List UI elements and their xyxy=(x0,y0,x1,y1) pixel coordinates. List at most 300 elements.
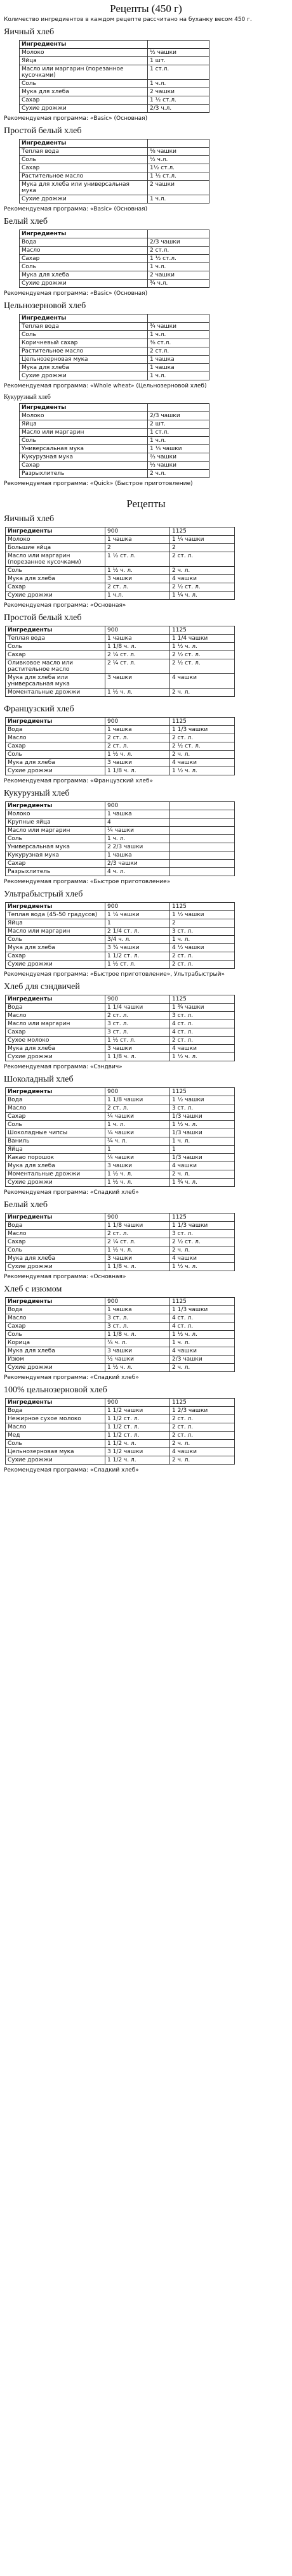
table-row xyxy=(6,1004,235,1012)
ingredient-cell: Сухие дрожжи xyxy=(6,1179,105,1187)
table-row xyxy=(20,331,209,339)
table-row xyxy=(6,1154,235,1162)
ingredient-cell: Масло xyxy=(20,247,148,255)
amount-cell xyxy=(148,41,209,49)
amount-cell: ¾ чашки xyxy=(148,323,209,331)
ingredient-cell: Сухие дрожжи xyxy=(6,1053,105,1061)
table-row xyxy=(6,1255,235,1263)
table-row xyxy=(6,1104,235,1113)
amount-cell: 1 ч.л. xyxy=(148,263,209,271)
amount-cell: 2 чашки xyxy=(148,88,209,96)
ingredient-cell: Сухие дрожжи xyxy=(6,767,105,775)
ingredient-cell: Сахар xyxy=(6,1113,105,1121)
ingredient-cell: Мука для хлеба xyxy=(20,88,148,96)
ingredient-cell: Большие яйца xyxy=(6,544,105,552)
table-row xyxy=(6,1339,235,1347)
table-row xyxy=(6,1170,235,1179)
table-row xyxy=(20,195,209,204)
amount-cell xyxy=(148,139,209,148)
ingredient-cell: Соль xyxy=(20,331,148,339)
recommended-program: Рекомендуемая программа: «Quick» (Быстрое приготовление) xyxy=(4,481,193,487)
ingredient-cell: Вода xyxy=(6,726,105,734)
table-row xyxy=(6,1053,235,1061)
recommended-program: Рекомендуемая программа: «Сладкий хлеб» xyxy=(4,1189,139,1196)
ingredients-table xyxy=(5,527,235,600)
table-row xyxy=(20,437,209,445)
ingredient-cell: Молоко xyxy=(20,412,148,420)
table-row xyxy=(20,88,209,96)
amount-cell: 2 ¼ ст. л. xyxy=(105,659,170,674)
amount-cell: 1125 xyxy=(170,626,235,635)
ingredient-cell: Масло или маргарин (порезанное кусочками) xyxy=(6,552,105,567)
amount-cell: ⅜ ст.л. xyxy=(148,339,209,347)
table-row xyxy=(6,936,235,944)
ingredient-cell: Мука для хлеба или универсальная мука xyxy=(6,674,105,689)
ingredient-cell: Ингредиенты xyxy=(6,802,105,810)
amount-cell: 1/3 чашки xyxy=(170,1154,235,1162)
amount-cell: 1 ½ ч. л. xyxy=(170,1121,235,1129)
amount-cell: 3 ст. л. xyxy=(170,928,235,936)
table-row xyxy=(6,1448,235,1456)
table-row xyxy=(6,961,235,969)
amount-cell: 2 чашки xyxy=(148,271,209,280)
table-row xyxy=(6,868,235,876)
amount-cell: 3 ст. л. xyxy=(105,1314,170,1323)
amount-cell: 2 шт. xyxy=(148,420,209,429)
amount-cell: 3 чашки xyxy=(105,759,170,767)
ingredient-cell: Ингредиенты xyxy=(6,527,105,536)
amount-cell: 1125 xyxy=(170,527,235,536)
ingredient-cell: Нежирное сухое молоко xyxy=(6,1415,105,1423)
table-row xyxy=(20,429,209,437)
ingredient-cell: Ингредиенты xyxy=(20,230,148,238)
ingredient-cell: Соль xyxy=(20,263,148,271)
table-row xyxy=(20,412,209,420)
ingredients-table xyxy=(19,230,209,288)
intro-text: Количество ингредиентов в каждом рецепте рассчитано на буханку весом 450 г. xyxy=(4,16,252,23)
amount-cell: 2 ч.л. xyxy=(148,470,209,478)
recommended-program: Рекомендуемая программа: «Сладкий хлеб» xyxy=(4,1375,139,1381)
amount-cell: 1 xyxy=(170,1146,235,1154)
amount-cell: 1 1/8 чашки xyxy=(105,1096,170,1104)
table-row xyxy=(20,164,209,172)
amount-cell: 1 ½ ч. л. xyxy=(170,643,235,651)
ingredient-cell: Яйца xyxy=(6,919,105,928)
table-row xyxy=(6,1012,235,1020)
ingredient-cell: Масло xyxy=(6,1230,105,1238)
amount-cell: 1 ½ ст.л. xyxy=(148,96,209,105)
ingredient-cell: Сухие дрожжи xyxy=(6,961,105,969)
ingredients-table xyxy=(19,403,209,478)
table-row xyxy=(6,1121,235,1129)
ingredients-table xyxy=(5,995,235,1061)
amount-cell: 3 ст. л. xyxy=(105,1020,170,1028)
ingredient-cell: Мука для хлеба xyxy=(6,1162,105,1170)
recommended-program: Рекомендуемая программа: «Basic» (Основная) xyxy=(4,115,148,122)
ingredient-cell: Моментальные дрожжи xyxy=(6,1170,105,1179)
table-row xyxy=(6,734,235,742)
amount-cell: 1 xyxy=(105,1146,170,1154)
table-header-row xyxy=(20,139,209,148)
table-row xyxy=(6,759,235,767)
ingredient-cell: Соль xyxy=(20,156,148,164)
amount-cell: 1/3 чашки xyxy=(170,1129,235,1137)
amount-cell: 900 xyxy=(105,1214,170,1222)
ingredient-cell: Масло или маргарин xyxy=(6,827,105,835)
table-header-row xyxy=(6,1298,235,1306)
amount-cell: 1 1/2 ст. л. xyxy=(105,952,170,961)
amount-cell: 1125 xyxy=(170,995,235,1004)
ingredient-cell: Соль xyxy=(6,1331,105,1339)
amount-cell: 1125 xyxy=(170,1298,235,1306)
recommended-program: Рекомендуемая программа: «Быстрое приготовление» xyxy=(4,879,171,885)
table-row xyxy=(20,462,209,470)
amount-cell: 1 ст.л. xyxy=(148,429,209,437)
recipe-title: Цельнозерновой хлеб xyxy=(4,301,86,311)
recipes-list xyxy=(0,514,292,1474)
ingredient-cell: Моментальные дрожжи xyxy=(6,689,105,697)
amount-cell: 1 ½ ч. л. xyxy=(170,1263,235,1271)
amount-cell: 2 ст. л. xyxy=(170,552,235,567)
recipe-title: Кукурузный хлеб xyxy=(4,394,51,401)
ingredient-cell: Сухие дрожжи xyxy=(6,1456,105,1465)
ingredient-cell: Универсальная мука xyxy=(6,843,105,851)
amount-cell: 2 ½ ст. л. xyxy=(170,659,235,674)
amount-cell: 1 ½ ст. л. xyxy=(105,961,170,969)
table-row xyxy=(6,635,235,643)
recommended-program: Рекомендуемая программа: «Basic» (Основная) xyxy=(4,206,148,212)
amount-cell: 1 ½ ч. л. xyxy=(170,767,235,775)
recommended-program: Рекомендуемая программа: «Французский хлеб» xyxy=(4,778,154,784)
amount-cell: 1 чашка xyxy=(105,1306,170,1314)
amount-cell: 1 ½ ч. л. xyxy=(105,689,170,697)
table-row xyxy=(20,96,209,105)
amount-cell: 3 ст. л. xyxy=(170,1012,235,1020)
amount-cell: 1 1/2 чашки xyxy=(105,1407,170,1415)
table-row xyxy=(20,148,209,156)
amount-cell: 2 ст. л. xyxy=(170,952,235,961)
table-row xyxy=(6,552,235,567)
table-row xyxy=(6,827,235,835)
amount-cell: 1 ч. л. xyxy=(105,1121,170,1129)
ingredients-table xyxy=(19,314,209,380)
amount-cell: 3 ст. л. xyxy=(170,1104,235,1113)
amount-cell: 4 ст. л. xyxy=(170,1028,235,1037)
amount-cell: 1125 xyxy=(170,1214,235,1222)
ingredient-cell: Сахар xyxy=(6,860,105,868)
amount-cell xyxy=(170,827,235,835)
section-title: Рецепты xyxy=(126,498,166,510)
ingredient-cell: Сухие дрожжи xyxy=(20,195,148,204)
ingredients-table xyxy=(5,717,235,775)
amount-cell: 1 ¾ ч. л. xyxy=(170,1179,235,1187)
amount-cell xyxy=(170,802,235,810)
amount-cell: 3 ст. л. xyxy=(170,1230,235,1238)
amount-cell: 900 xyxy=(105,718,170,726)
amount-cell: 2 xyxy=(105,544,170,552)
amount-cell: 3 ст. л. xyxy=(105,1028,170,1037)
amount-cell: 1 чашка xyxy=(148,356,209,364)
ingredient-cell: Масло или маргарин xyxy=(6,928,105,936)
amount-cell: 2 ч. л. xyxy=(170,1456,235,1465)
amount-cell: 2 ч. л. xyxy=(170,751,235,759)
amount-cell: 1 1/4 чашки xyxy=(170,635,235,643)
amount-cell: 4 чашки xyxy=(170,1448,235,1456)
amount-cell: 1 1/8 чашки xyxy=(105,1222,170,1230)
ingredient-cell: Ингредиенты xyxy=(6,1298,105,1306)
amount-cell: 2 ст. л. xyxy=(170,1423,235,1432)
recipe-title: Белый хлеб xyxy=(4,217,48,226)
ingredient-cell: Соль xyxy=(6,567,105,575)
amount-cell: 2 ст. л. xyxy=(170,1415,235,1423)
ingredient-cell: Мука для хлеба xyxy=(20,364,148,372)
amount-cell: 1 ½ чашки xyxy=(170,1096,235,1104)
ingredient-cell: Какао порошок xyxy=(6,1154,105,1162)
amount-cell: 3 чашки xyxy=(105,1347,170,1356)
amount-cell: 1 ½ ч. л. xyxy=(170,1053,235,1061)
ingredient-cell: Крупные яйца xyxy=(6,819,105,827)
ingredient-cell: Яйца xyxy=(20,57,148,65)
table-row xyxy=(6,1456,235,1465)
table-row xyxy=(6,810,235,819)
table-row xyxy=(20,280,209,288)
ingredient-cell: Сухие дрожжи xyxy=(20,280,148,288)
ingredient-cell: Мука для хлеба xyxy=(20,271,148,280)
table-row xyxy=(20,172,209,181)
ingredient-cell: Ваниль xyxy=(6,1137,105,1146)
ingredient-cell: Соль xyxy=(6,1440,105,1448)
amount-cell: 1 1/2 ст. л. xyxy=(105,1415,170,1423)
amount-cell: ¼ чашки xyxy=(105,1154,170,1162)
table-header-row xyxy=(6,1088,235,1096)
amount-cell: 1 чашка xyxy=(105,726,170,734)
amount-cell: 1 ч. л. xyxy=(170,936,235,944)
amount-cell: 1 1/8 ч. л. xyxy=(105,1263,170,1271)
recipe-title: Шоколадный хлеб xyxy=(4,1075,74,1084)
ingredient-cell: Кукурузная мука xyxy=(6,851,105,860)
table-row xyxy=(20,263,209,271)
ingredient-cell: Масло или маргарин xyxy=(20,429,148,437)
amount-cell: 900 xyxy=(105,626,170,635)
table-row xyxy=(6,1440,235,1448)
amount-cell: 1 ½ ч. л. xyxy=(105,567,170,575)
recipe-title: Белый хлеб xyxy=(4,1200,48,1210)
amount-cell: 2 ½ ст. л. xyxy=(170,742,235,751)
table-row xyxy=(6,1306,235,1314)
amount-cell: 2/3 чашки xyxy=(170,1356,235,1364)
table-header-row xyxy=(20,404,209,412)
table-row xyxy=(20,420,209,429)
amount-cell: 4 чашки xyxy=(170,1347,235,1356)
amount-cell: 900 xyxy=(105,903,170,911)
amount-cell: 2 ст. л. xyxy=(170,734,235,742)
amount-cell: 2 ч. л. xyxy=(170,1364,235,1372)
ingredient-cell: Сухие дрожжи xyxy=(6,1263,105,1271)
amount-cell: 2 xyxy=(170,544,235,552)
recipe-title: Кукурузный хлеб xyxy=(4,789,70,798)
ingredient-cell: Сахар xyxy=(6,1238,105,1246)
table-row xyxy=(20,80,209,88)
amount-cell: 1 чашка xyxy=(105,635,170,643)
amount-cell xyxy=(170,835,235,843)
amount-cell: 1 чашка xyxy=(105,536,170,544)
amount-cell: 1 чашка xyxy=(105,851,170,860)
table-row xyxy=(6,928,235,936)
ingredient-cell: Ингредиенты xyxy=(20,139,148,148)
amount-cell xyxy=(148,230,209,238)
table-row xyxy=(6,592,235,600)
ingredient-cell: Сахар xyxy=(6,651,105,659)
table-row xyxy=(6,1323,235,1331)
table-row xyxy=(6,1179,235,1187)
amount-cell: 4 чашки xyxy=(170,759,235,767)
recipe-title: Яичный хлеб xyxy=(4,514,55,524)
amount-cell: 3 ¾ чашки xyxy=(105,944,170,952)
amount-cell: 1/3 чашки xyxy=(170,1113,235,1121)
ingredient-cell: Ингредиенты xyxy=(6,1399,105,1407)
amount-cell: 2 ст. л. xyxy=(105,1104,170,1113)
table-row xyxy=(6,674,235,689)
ingredient-cell: Вода xyxy=(6,1004,105,1012)
amount-cell: 2 ст. л. xyxy=(105,1230,170,1238)
amount-cell: ½ чашки xyxy=(105,1356,170,1364)
ingredient-cell: Изюм xyxy=(6,1356,105,1364)
table-row xyxy=(6,851,235,860)
amount-cell: 2 ст.л. xyxy=(148,347,209,356)
amount-cell: 1 ⅓ чашки xyxy=(148,445,209,453)
amount-cell: ¾ ч. л. xyxy=(105,1339,170,1347)
amount-cell: ¼ чашки xyxy=(105,827,170,835)
ingredient-cell: Сахар xyxy=(6,952,105,961)
ingredient-cell: Сухое молоко xyxy=(6,1037,105,1045)
amount-cell: 2 2/3 чашки xyxy=(105,843,170,851)
table-row xyxy=(20,65,209,80)
amount-cell: 1 ч. л. xyxy=(170,1137,235,1146)
ingredient-cell: Сухие дрожжи xyxy=(6,592,105,600)
table-row xyxy=(6,952,235,961)
table-header-row xyxy=(20,41,209,49)
ingredient-cell: Вода xyxy=(6,1222,105,1230)
table-row xyxy=(6,1137,235,1146)
ingredient-cell: Коричневый сахар xyxy=(20,339,148,347)
ingredient-cell: Сахар xyxy=(20,96,148,105)
recommended-program: Рекомендуемая программа: «Основная» xyxy=(4,1274,126,1280)
ingredient-cell: Масло xyxy=(6,1314,105,1323)
ingredient-cell: Сахар xyxy=(20,462,148,470)
ingredient-cell: Соль xyxy=(6,1246,105,1255)
ingredients-table xyxy=(5,626,235,697)
table-header-row xyxy=(20,314,209,323)
recommended-program: Рекомендуемая программа: «Whole wheat» (Цельнозерновой хлеб) xyxy=(4,383,207,389)
amount-cell: 1 1/8 ч. л. xyxy=(105,767,170,775)
table-row xyxy=(6,1356,235,1364)
ingredient-cell: Теплая вода (45-50 градусов) xyxy=(6,911,105,919)
amount-cell: 4 чашки xyxy=(170,1162,235,1170)
ingredient-cell: Масло xyxy=(6,1012,105,1020)
ingredient-cell: Соль xyxy=(20,437,148,445)
amount-cell: 2/3 чашки xyxy=(105,860,170,868)
section-recipes xyxy=(0,498,292,1474)
amount-cell: 1 ½ ст.л. xyxy=(148,255,209,263)
amount-cell: ¾ ч.л. xyxy=(148,280,209,288)
ingredient-cell: Сахар xyxy=(6,1323,105,1331)
amount-cell: 3 чашки xyxy=(105,1045,170,1053)
recipe-title: Ультрабыстрый хлеб xyxy=(4,890,83,899)
table-header-row xyxy=(6,718,235,726)
amount-cell: 1 чашка xyxy=(105,810,170,819)
amount-cell: 1½ ст.л. xyxy=(148,164,209,172)
ingredient-cell: Сахар xyxy=(20,255,148,263)
ingredient-cell: Ингредиенты xyxy=(20,404,148,412)
amount-cell: 2 ст. л. xyxy=(170,1037,235,1045)
ingredient-cell: Яйца xyxy=(6,1146,105,1154)
table-row xyxy=(6,1096,235,1104)
table-row xyxy=(6,643,235,651)
amount-cell: 2/3 ч.л. xyxy=(148,105,209,113)
amount-cell: 1 1/8 ч. л. xyxy=(105,1053,170,1061)
table-row xyxy=(6,689,235,697)
amount-cell: 1 xyxy=(105,919,170,928)
ingredient-cell: Масло xyxy=(6,734,105,742)
table-header-row xyxy=(20,230,209,238)
amount-cell: 2 ч. л. xyxy=(170,689,235,697)
table-row xyxy=(6,1423,235,1432)
amount-cell: 2/3 чашки xyxy=(148,412,209,420)
amount-cell: 1 ст.л. xyxy=(148,65,209,80)
ingredient-cell: Сахар xyxy=(20,164,148,172)
amount-cell: 4 ½ чашки xyxy=(170,944,235,952)
table-row xyxy=(6,1432,235,1440)
page-title: Рецепты (450 г) xyxy=(110,3,182,15)
table-row xyxy=(6,1113,235,1121)
recipe-title: 100% цельнозерновой хлеб xyxy=(4,1385,107,1395)
amount-cell: 2 ¼ ст. л. xyxy=(105,651,170,659)
ingredient-cell: Корица xyxy=(6,1339,105,1347)
table-row xyxy=(20,271,209,280)
ingredient-cell: Яйца xyxy=(20,420,148,429)
table-row xyxy=(6,919,235,928)
ingredient-cell: Ингредиенты xyxy=(6,1088,105,1096)
table-row xyxy=(6,742,235,751)
amount-cell: 2/3 чашки xyxy=(148,238,209,247)
table-row xyxy=(6,536,235,544)
amount-cell: ¼ чашки xyxy=(105,1129,170,1137)
ingredient-cell: Молоко xyxy=(20,49,148,57)
amount-cell: 3 чашки xyxy=(105,1255,170,1263)
amount-cell: ⅔ чашки xyxy=(148,453,209,462)
amount-cell: 1 1/2 ст. л. xyxy=(105,1423,170,1432)
table-header-row xyxy=(6,626,235,635)
amount-cell: 1 ½ чашки xyxy=(170,911,235,919)
amount-cell: 2 ½ ст. л. xyxy=(170,1238,235,1246)
amount-cell: 2 xyxy=(170,919,235,928)
ingredient-cell: Сахар xyxy=(6,742,105,751)
amount-cell: 2 1/4 ст. л. xyxy=(105,928,170,936)
amount-cell xyxy=(170,819,235,827)
amount-cell: 1 2/3 чашки xyxy=(170,1407,235,1415)
table-row xyxy=(6,1407,235,1415)
ingredient-cell: Молоко xyxy=(6,536,105,544)
amount-cell: 900 xyxy=(105,1298,170,1306)
amount-cell: 1 ч.л. xyxy=(148,195,209,204)
amount-cell: 1 ½ ч. л. xyxy=(105,1170,170,1179)
table-row xyxy=(6,726,235,734)
table-row xyxy=(20,181,209,195)
amount-cell: 1 ч.л. xyxy=(148,437,209,445)
table-row xyxy=(6,1146,235,1154)
amount-cell: 1 ¼ чашки xyxy=(170,536,235,544)
table-row xyxy=(6,1314,235,1323)
